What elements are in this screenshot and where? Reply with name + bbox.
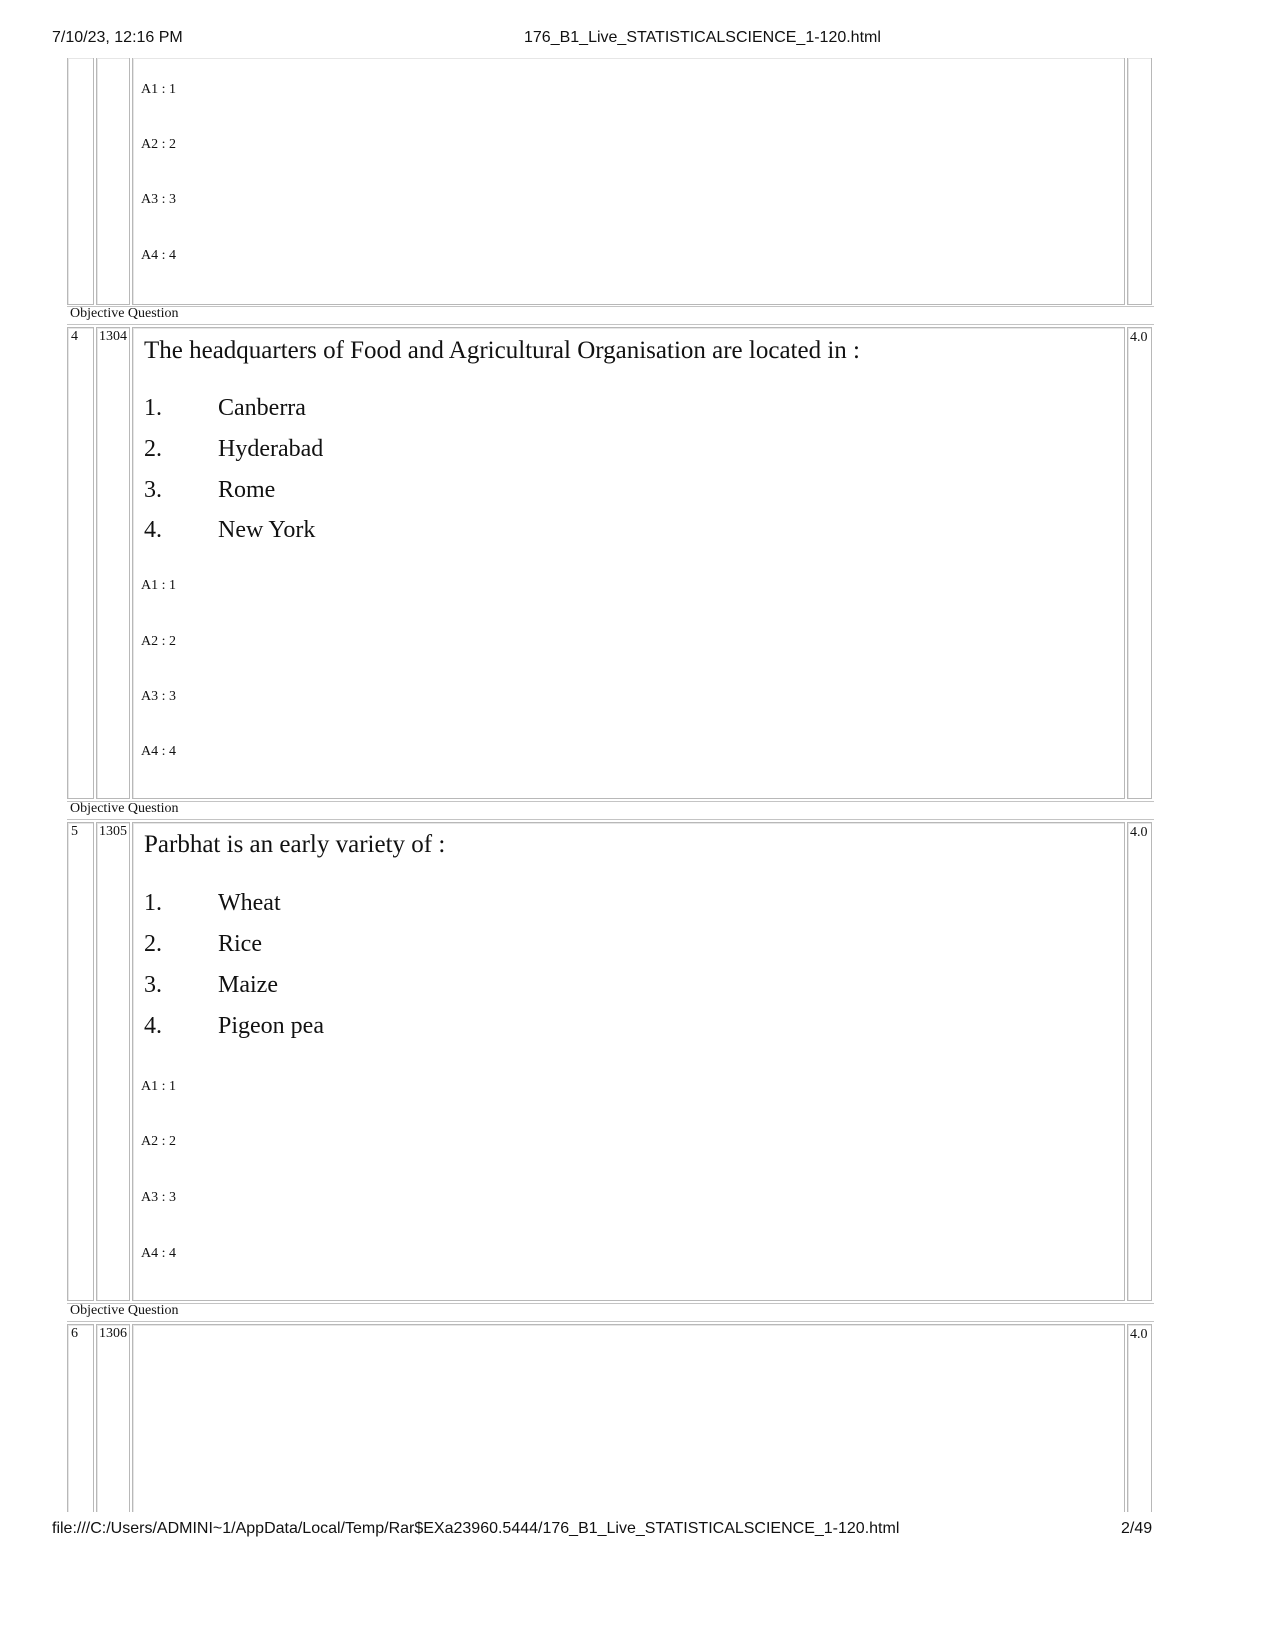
choice-text: Pigeon pea: [218, 1013, 324, 1039]
row-divider: [67, 819, 1154, 820]
choice-text: New York: [218, 517, 316, 543]
choice-text: Canberra: [218, 395, 306, 421]
question-type-label: Objective Question: [70, 1303, 179, 1318]
answer-option: A2 : 2: [141, 137, 176, 152]
row-divider: [67, 324, 1154, 325]
question-cell: [132, 1324, 1125, 1512]
choice-number: 4.: [144, 1013, 162, 1039]
answer-option: A4 : 4: [141, 744, 176, 759]
marks-cell: [1127, 1324, 1152, 1512]
answer-option: A1 : 1: [141, 1079, 176, 1094]
row-divider: [67, 801, 1154, 802]
serial-number: 5: [71, 824, 78, 839]
question-cell: [132, 822, 1125, 1301]
choice-text: Rice: [218, 931, 262, 957]
question-type-label: Objective Question: [70, 306, 179, 321]
choice-number: 2.: [144, 931, 162, 957]
marks-value: 4.0: [1130, 825, 1148, 840]
choice-number: 4.: [144, 517, 162, 543]
question-id: 1305: [99, 824, 127, 839]
marks-value: 4.0: [1130, 330, 1148, 345]
qid-cell: [96, 822, 130, 1301]
sno-cell: [67, 822, 94, 1301]
choice-text: Maize: [218, 972, 278, 998]
choice-text: Hyderabad: [218, 436, 324, 462]
row-divider: [67, 1303, 1154, 1304]
choice-number: 3.: [144, 477, 162, 503]
answer-option: A3 : 3: [141, 689, 176, 704]
sno-cell: [67, 1324, 94, 1512]
question-type-label: Objective Question: [70, 801, 179, 816]
sno-cell: [67, 327, 94, 799]
choice-text: Wheat: [218, 890, 281, 916]
print-file-path: file:///C:/Users/ADMINI~1/AppData/Local/Temp/Rar$EXa23960.5444/176_B1_Live_STATISTICALSCIENCE_1-120.html: [52, 1520, 900, 1537]
print-page-number: 2/49: [1121, 1520, 1153, 1537]
qid-cell: [96, 58, 130, 305]
serial-number: 4: [71, 329, 78, 344]
marks-cell: [1127, 327, 1152, 799]
choice-number: 2.: [144, 436, 162, 462]
row-divider: [67, 1321, 1154, 1322]
marks-value: 4.0: [1130, 1327, 1148, 1342]
choice-number: 3.: [144, 972, 162, 998]
question-text: The headquarters of Food and Agricultural Organisation are located in :: [144, 337, 860, 364]
answer-option: A4 : 4: [141, 248, 176, 263]
answer-option: A1 : 1: [141, 82, 176, 97]
choice-number: 1.: [144, 890, 162, 916]
choice-number: 1.: [144, 395, 162, 421]
question-cell: [132, 58, 1125, 305]
answer-option: A4 : 4: [141, 1246, 176, 1261]
answer-option: A2 : 2: [141, 634, 176, 649]
sno-cell: [67, 58, 94, 305]
qid-cell: [96, 327, 130, 799]
question-text: Parbhat is an early variety of :: [144, 831, 446, 858]
choice-text: Rome: [218, 477, 276, 503]
marks-cell: [1127, 822, 1152, 1301]
question-cell: [132, 327, 1125, 799]
qid-cell: [96, 1324, 130, 1512]
row-divider: [67, 306, 1154, 307]
print-page-title: 176_B1_Live_STATISTICALSCIENCE_1-120.html: [524, 29, 881, 46]
print-datetime: 7/10/23, 12:16 PM: [52, 29, 183, 46]
answer-option: A1 : 1: [141, 578, 176, 593]
serial-number: 6: [71, 1326, 78, 1341]
answer-option: A2 : 2: [141, 1134, 176, 1149]
marks-cell: [1127, 58, 1152, 305]
question-id: 1306: [99, 1326, 127, 1341]
answer-option: A3 : 3: [141, 192, 176, 207]
question-id: 1304: [99, 329, 127, 344]
answer-option: A3 : 3: [141, 1190, 176, 1205]
